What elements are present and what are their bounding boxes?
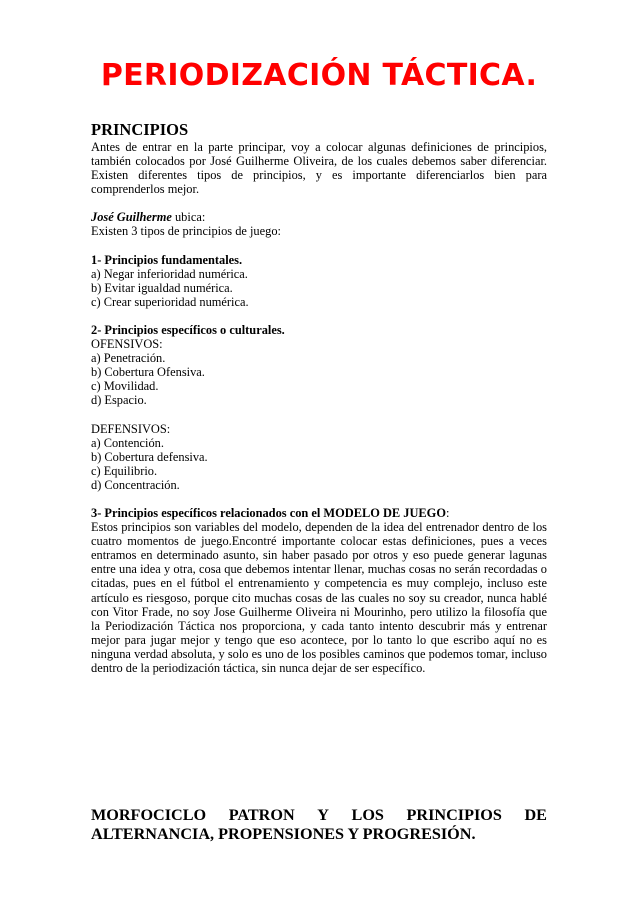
list-item: b) Cobertura defensiva. (91, 449, 208, 464)
intro-paragraph: Antes de entrar en la parte principar, voy a colocar algunas definiciones de principios, también colocados por José Guilherme Oliveira, de los cuales debemos saber diferenciar. Existen diferentes tipos de principios, y es importante diferenciarlos bien para comprenderlos mejor. (91, 140, 547, 197)
section2-heading: 2- Principios específicos o culturales. (91, 322, 285, 337)
document-title: PERIODIZACIÓN TÁCTICA. (100, 58, 538, 93)
list-item: a) Negar inferioridad numérica. (91, 266, 248, 281)
list-item: c) Crear superioridad numérica. (91, 294, 249, 309)
section3-paragraph: Estos principios son variables del modelo, dependen de la idea del entrenador dentro de los cuatro momentos de juego.Encontré importante colocar estas definiciones, pues a veces entramos en determinado asunto, sin haber pasado por otros y eso puede generar lagunas entre una idea y otra, cosa que debemos intentar llenar, muchas cosas no serán recordadas o citadas, pues en el fútbol el entrenamiento y competencia es muy complejo, incluso este artículo es riesgoso, porque cito muchas cosas de las cuales no soy su creador, nunca hablé con Vitor Frade, no soy Jose Guilherme Oliveira ni Mourinho, pero utilizo la filosofía que la Periodización Táctica nos proporciona, y cada tanto intento descubrir más y entrenar mejor para jugar mejor y tengo que eso acontece, por lo tanto lo que escribo aquí no es ninguna verdad absoluta, y solo es uno de los posibles caminos que podemos tomar, incluso dentro de la periodización táctica, sin nunca dejar de ser específico. (91, 520, 547, 675)
list-item: c) Equilibrio. (91, 463, 158, 478)
list-item: a) Penetración. (91, 351, 166, 366)
list-item: a) Contención. (91, 435, 164, 450)
final-heading (91, 806, 547, 844)
author-line (91, 210, 547, 224)
final-heading-row2: ALTERNANCIA, PROPENSIONES Y PROGRESIÓN. (91, 825, 476, 843)
section3-heading: 3- Principios específicos relacionados con el MODELO DE JUEGO (91, 505, 446, 520)
list-item: b) Cobertura Ofensiva. (91, 365, 205, 380)
tipos-line: Existen 3 tipos de principios de juego: (91, 224, 281, 239)
author-name: José Guilherme (91, 210, 172, 225)
list-item: b) Evitar igualdad numérica. (91, 280, 233, 295)
final-word: PRINCIPIOS (406, 806, 502, 824)
final-word: PATRON (228, 806, 295, 824)
final-heading-row1 (91, 806, 547, 825)
section3-heading-suffix: : (445, 505, 450, 520)
final-word: DE (524, 806, 547, 824)
section1-heading: 1- Principios fundamentales. (91, 252, 243, 267)
final-word: LOS (351, 806, 384, 824)
section3-heading-line (91, 506, 547, 520)
ofensivos-label: OFENSIVOS: (91, 337, 163, 352)
final-word: Y (317, 806, 329, 824)
final-word: MORFOCICLO (91, 806, 207, 824)
document-body (91, 121, 547, 675)
defensivos-label: DEFENSIVOS: (91, 421, 171, 436)
author-rest: ubica: (171, 210, 206, 225)
list-item: c) Movilidad. (91, 379, 159, 394)
principios-heading: PRINCIPIOS (91, 120, 189, 139)
list-item: d) Espacio. (91, 393, 147, 408)
list-item: d) Concentración. (91, 477, 180, 492)
